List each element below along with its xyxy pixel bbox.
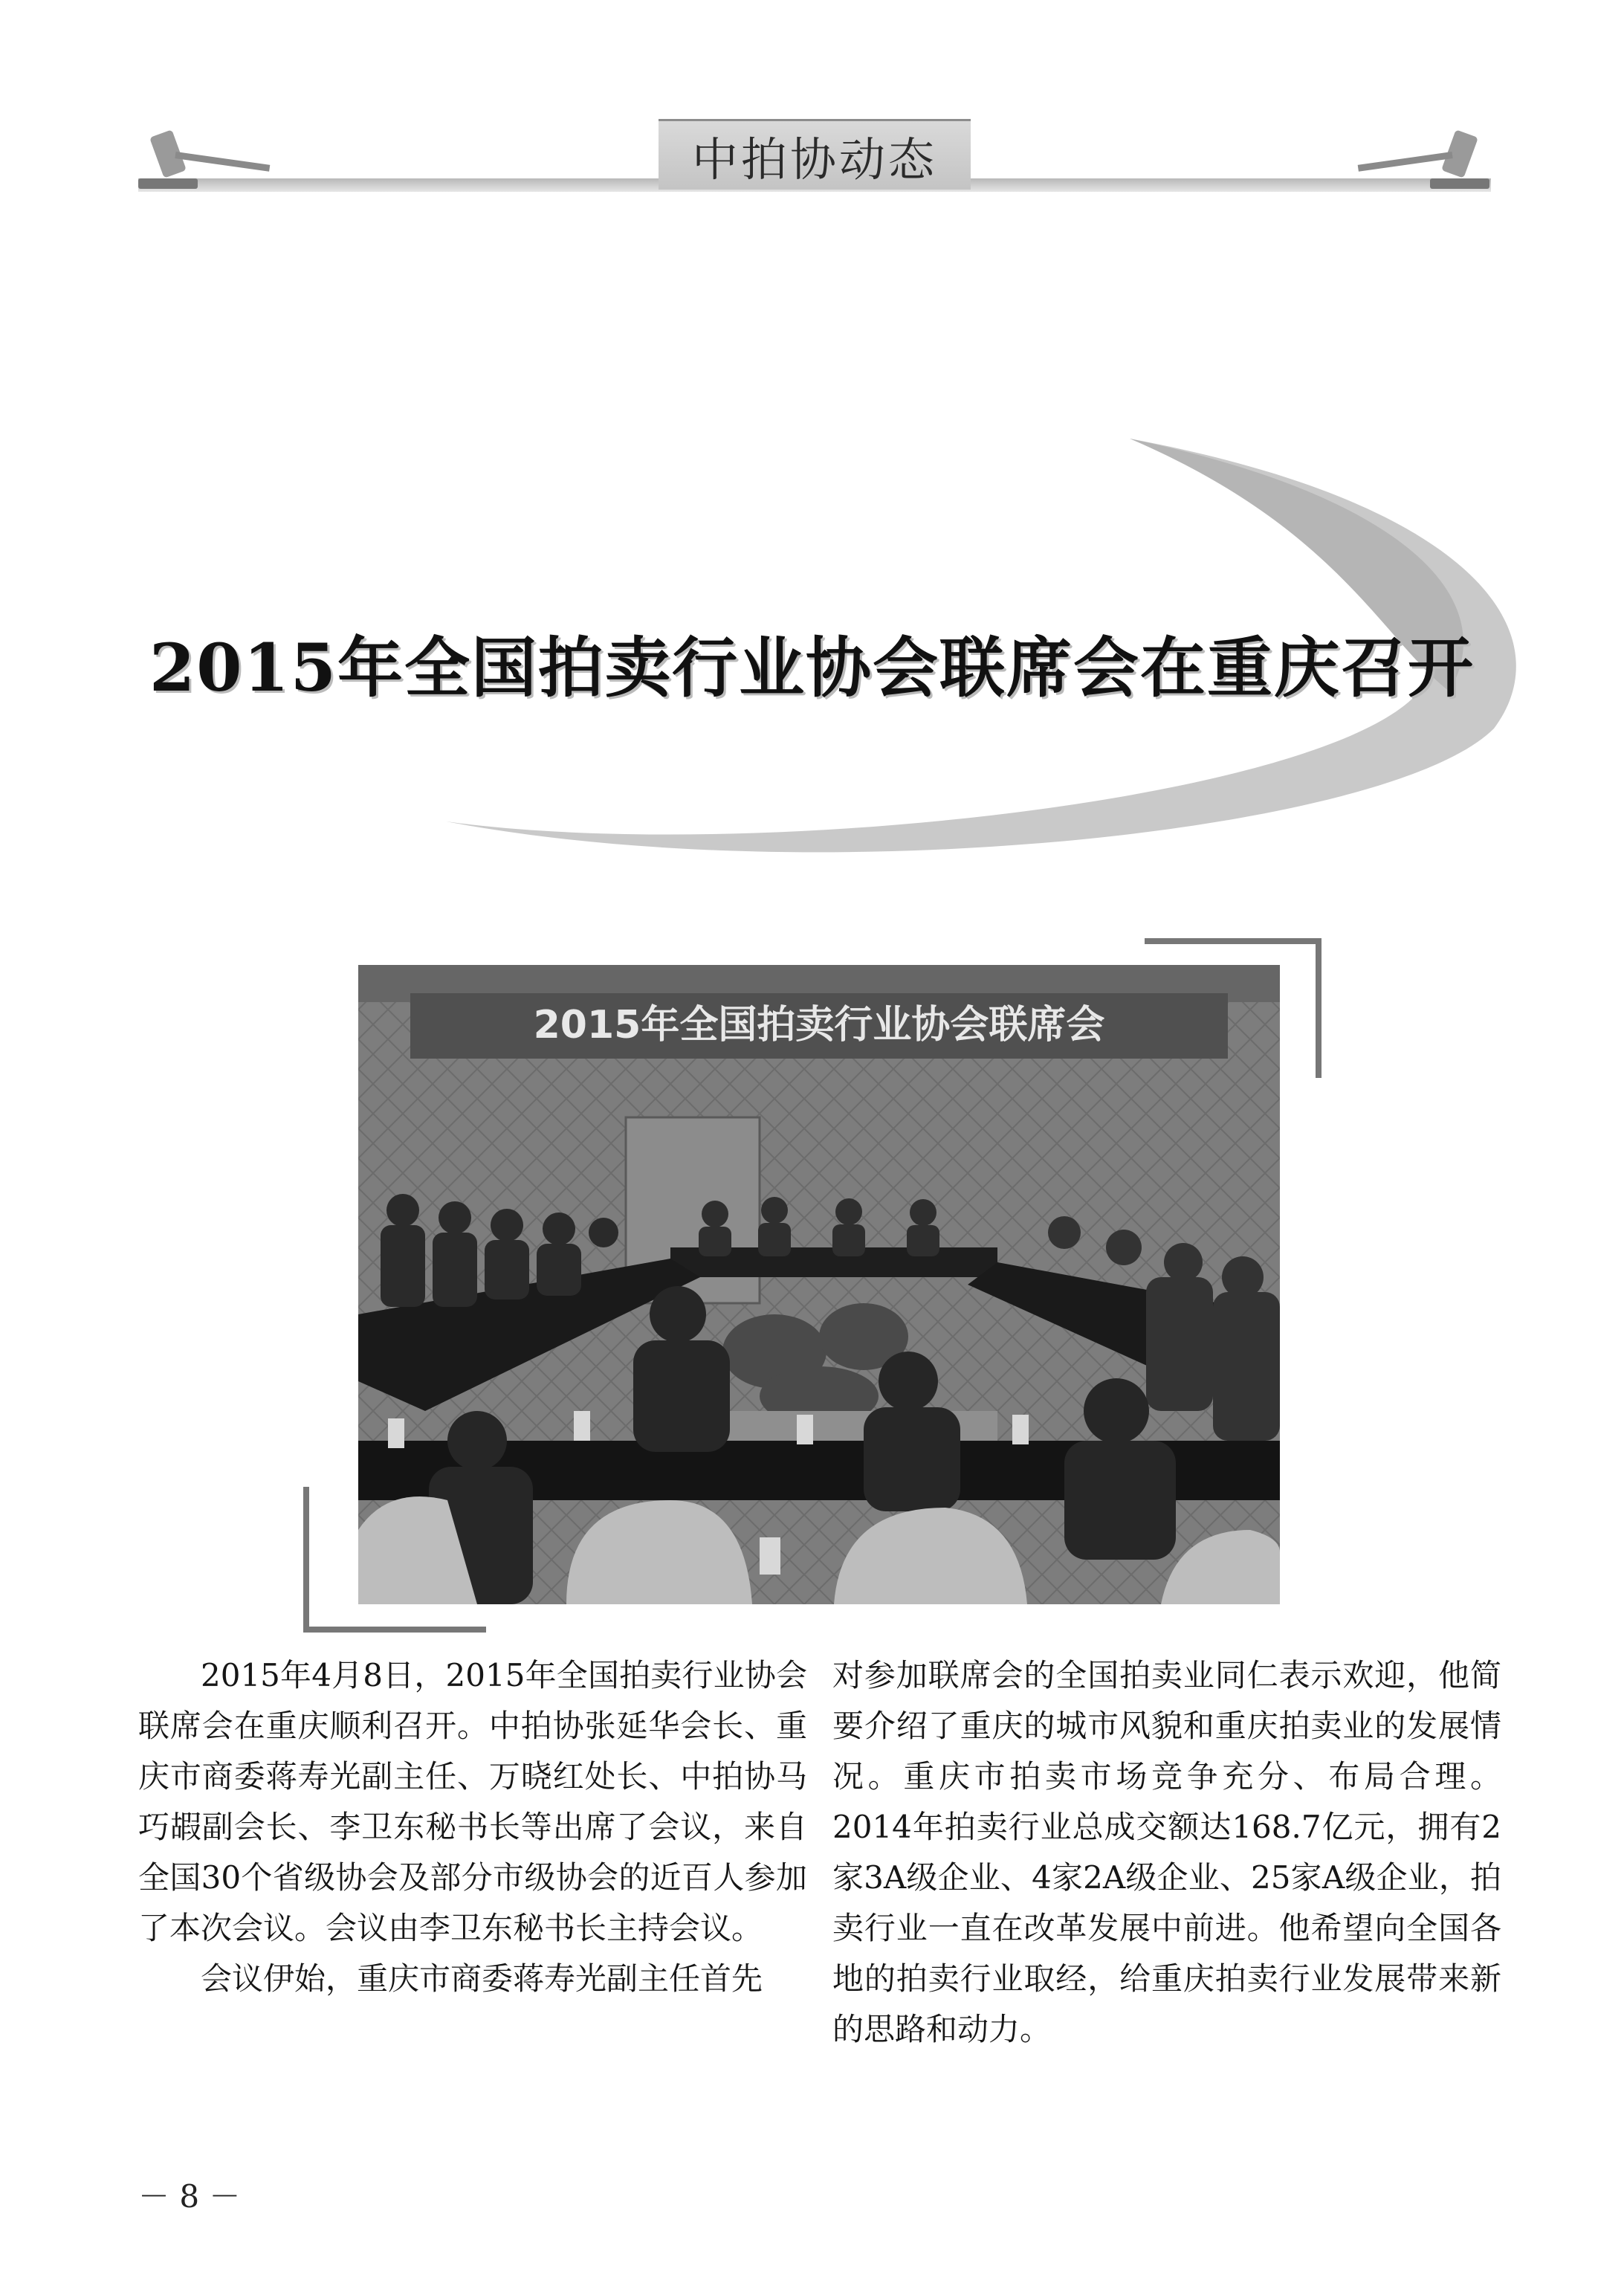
- page-number: － 8 －: [138, 2178, 241, 2215]
- paragraph: 对参加联席会的全国拍卖业同仁表示欢迎，他简要介绍了重庆的城市风貌和重庆拍卖业的发展情况。重庆市拍卖市场竞争充分、布局合理。2014年拍卖行业总成交额达168.7亿元，拥有2家3A级企业、4家2A级企业、25家A级企业，拍卖行业一直在改革发展中前进。他希望向全国各地的拍卖行业取经，给重庆拍卖行业发展带来新的思路和动力。: [832, 1657, 1501, 2047]
- paragraph: 会议伊始，重庆市商委蒋寿光副主任首先: [201, 1960, 763, 1997]
- article-column-right: [832, 1650, 1501, 2055]
- photo-banner: 2015年全国拍卖行业协会联席会: [533, 1003, 1105, 1047]
- meeting-photo: [358, 965, 1280, 1604]
- gavel-icon: [1353, 119, 1494, 193]
- section-label: 中拍协动态: [659, 119, 971, 190]
- article-title: 2015年全国拍卖行业协会联席会在重庆召开: [149, 628, 1475, 706]
- article-column-left: [138, 1650, 807, 2004]
- paragraph: 2015年4月8日，2015年全国拍卖行业协会联席会在重庆顺利召开。中拍协张延华会长、重庆市商委蒋寿光副主任、万晓红处长、中拍协马巧嘏副会长、李卫东秘书长等出席了会议，来自全国30个省级协会及部分市级协会的近百人参加了本次会议。会议由李卫东秘书长主持会议。: [138, 1657, 807, 1946]
- gavel-icon: [134, 119, 275, 193]
